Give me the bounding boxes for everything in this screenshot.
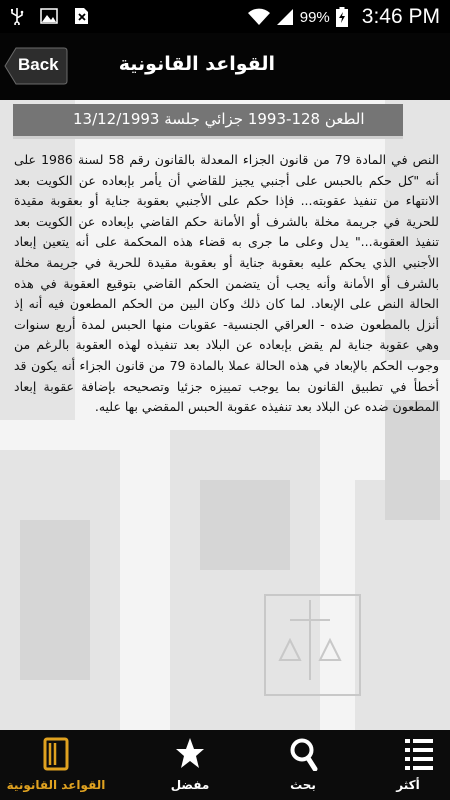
ruling-heading-banner [13, 104, 403, 139]
content-area [0, 100, 450, 730]
tab-legal-rules-label: القواعد القانونية [6, 778, 106, 792]
tab-more[interactable] [365, 730, 450, 800]
page-title: القواعد القانونية [118, 53, 275, 75]
no-sim-icon [72, 7, 90, 25]
ruling-body-text: النص في المادة 79 من قانون الجزاء المعدلة بالقانون رقم 58 لسنة 1986 على أنه "كل حكم بالحبس على أجنبي يجيز للقاضي أن يأمر بإبعاده عن الكويت بعد الانتهاء من تنفيذ عقوبته... فإذا حكم على الأجنبي بعقوبة جناية أو بعقوبة مقيدة للحرية في جريمة مخلة بالشرف أو الأمانة حكم القاضي بإبعاده عن الكويت بعد تنفيذ العقوبة..." يدل وعلى ما جرى به قضاء هذه المحكمة على أنه يتعين إبعاد الأجنبي الذي يحكم عليه بعقوبة جناية أو بعقوبة مقيدة للحرية في جريمة مخلة بالشرف أو الأمانة وأنه يجب أن يتضمن الحكم القاضي بتوقيع العقوبة في هذه الحالة النص على الإبعاد. لما كان ذلك وكان البين من الحكم المطعون فيه أنه إذ أنزل بالمطعون ضده - العراقي الجنسية- عقوبات منها الحبس لمدة أربع سنوات وهي عقوبة جناية لم يقض بإبعاده عن البلاد بعد تنفيذه لهذه العقوبة بالرغم من وجوب الحكم بالإبعاد في هذه الحالة عملا بالمادة 79 من قانون الجزاء أنه يكون قد أخطأ في تطبيق القانون بما يوجب تمييزه جزئيا وتصحيحه بإضافة عقوبة إبعاد المطعون ضده عن البلاد بعد تنفيذه عقوبة الحبس المقضي بها عليه. [14, 152, 439, 415]
usb-icon [8, 7, 26, 25]
back-button-label: Back [18, 55, 59, 74]
tab-favorites[interactable] [135, 730, 245, 800]
book-icon [43, 737, 69, 771]
status-bar [0, 0, 450, 33]
menu-list-icon [405, 737, 435, 771]
tab-search[interactable] [248, 730, 358, 800]
title-bar [0, 33, 450, 100]
back-button[interactable] [4, 47, 68, 85]
ruling-heading: الطعن 128-1993 جزائي جلسة 13/12/1993 [73, 110, 365, 128]
tab-more-label: أكثر [396, 778, 420, 792]
image-icon [40, 7, 58, 25]
tab-favorites-label: مفضل [170, 778, 210, 792]
star-icon [175, 737, 205, 769]
bottom-tab-bar [0, 730, 450, 800]
signal-icon [276, 8, 294, 26]
search-icon [288, 737, 318, 771]
tab-legal-rules[interactable] [0, 730, 112, 800]
battery-percent: 99% [299, 8, 330, 26]
clock: 3:46 PM [361, 5, 440, 28]
battery-charging-icon [336, 7, 348, 27]
wifi-icon [248, 8, 270, 26]
tab-search-label: بحث [290, 778, 316, 792]
